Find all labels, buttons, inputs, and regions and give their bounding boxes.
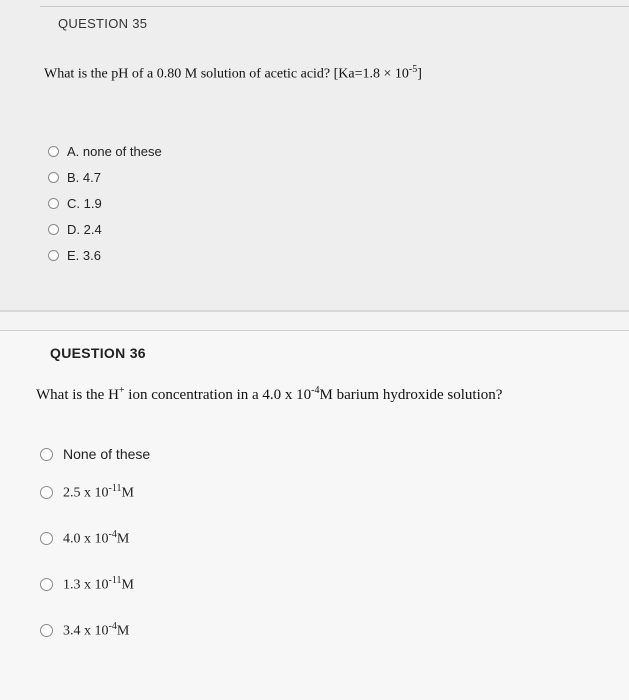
option-label bbox=[63, 529, 129, 548]
question-36-text-b: ion concentration in a 4.0 x 10 bbox=[124, 387, 312, 403]
q36-option-2[interactable] bbox=[40, 469, 150, 515]
option-base: 3.4 x 10 bbox=[63, 623, 109, 639]
radio-button[interactable] bbox=[48, 172, 59, 183]
question-35-header: QUESTION 35 bbox=[58, 16, 148, 31]
question-36-text-c: M barium hydroxide solution? bbox=[319, 387, 503, 403]
top-rule bbox=[40, 6, 629, 7]
option-unit: M bbox=[121, 577, 134, 593]
radio-button[interactable] bbox=[40, 486, 53, 499]
radio-button[interactable] bbox=[40, 578, 53, 591]
radio-button[interactable] bbox=[40, 448, 53, 461]
question-35-exponent: -5 bbox=[408, 64, 418, 75]
q35-option-d[interactable] bbox=[48, 216, 162, 242]
question-36-header: QUESTION 36 bbox=[50, 345, 146, 361]
option-label: B. 4.7 bbox=[67, 169, 101, 185]
question-35-options bbox=[48, 138, 162, 268]
q35-option-b[interactable] bbox=[48, 164, 162, 190]
q36-option-1[interactable] bbox=[40, 439, 150, 469]
radio-button[interactable] bbox=[48, 250, 59, 261]
radio-button[interactable] bbox=[48, 198, 59, 209]
q36-option-3[interactable] bbox=[40, 515, 150, 561]
q35-option-a[interactable] bbox=[48, 138, 162, 164]
section-divider bbox=[0, 310, 629, 312]
question-36-sup: + bbox=[118, 385, 125, 396]
option-base: 1.3 x 10 bbox=[63, 577, 109, 593]
q35-option-e[interactable] bbox=[48, 242, 162, 268]
radio-button[interactable] bbox=[40, 532, 53, 545]
radio-button[interactable] bbox=[40, 624, 53, 637]
option-label: C. 1.9 bbox=[67, 195, 102, 211]
option-label bbox=[63, 483, 134, 502]
question-36-text-a: What is the H bbox=[36, 387, 119, 403]
question-35-text-prefix: What is the pH of a 0.80 M solution of acetic acid? [Ka=1.8 × 10 bbox=[44, 66, 409, 82]
radio-button[interactable] bbox=[48, 146, 59, 157]
question-36-exponent: -4 bbox=[311, 385, 320, 396]
option-exponent: -11 bbox=[108, 574, 122, 586]
question-36-text bbox=[36, 385, 502, 404]
q36-option-4[interactable] bbox=[40, 561, 150, 607]
q36-option-5[interactable] bbox=[40, 607, 150, 653]
option-label: E. 3.6 bbox=[67, 247, 101, 263]
option-base: 2.5 x 10 bbox=[63, 485, 109, 501]
option-exponent: -11 bbox=[108, 482, 122, 494]
option-label bbox=[63, 575, 134, 594]
option-label: A. none of these bbox=[67, 143, 162, 159]
option-exponent: -4 bbox=[108, 528, 117, 540]
radio-button[interactable] bbox=[48, 224, 59, 235]
question-35-panel bbox=[0, 0, 629, 310]
question-36-options bbox=[40, 439, 150, 653]
question-36-panel bbox=[0, 331, 629, 700]
option-base: 4.0 x 10 bbox=[63, 531, 109, 547]
q35-option-c[interactable] bbox=[48, 190, 162, 216]
option-label bbox=[63, 621, 129, 640]
option-unit: M bbox=[116, 531, 130, 547]
question-35-text-suffix: ] bbox=[417, 66, 422, 82]
option-label: None of these bbox=[63, 446, 151, 462]
option-unit: M bbox=[121, 485, 134, 501]
option-unit: M bbox=[116, 623, 130, 639]
question-35-text bbox=[44, 64, 422, 83]
option-exponent: -4 bbox=[108, 620, 117, 632]
option-label: D. 2.4 bbox=[67, 221, 102, 237]
